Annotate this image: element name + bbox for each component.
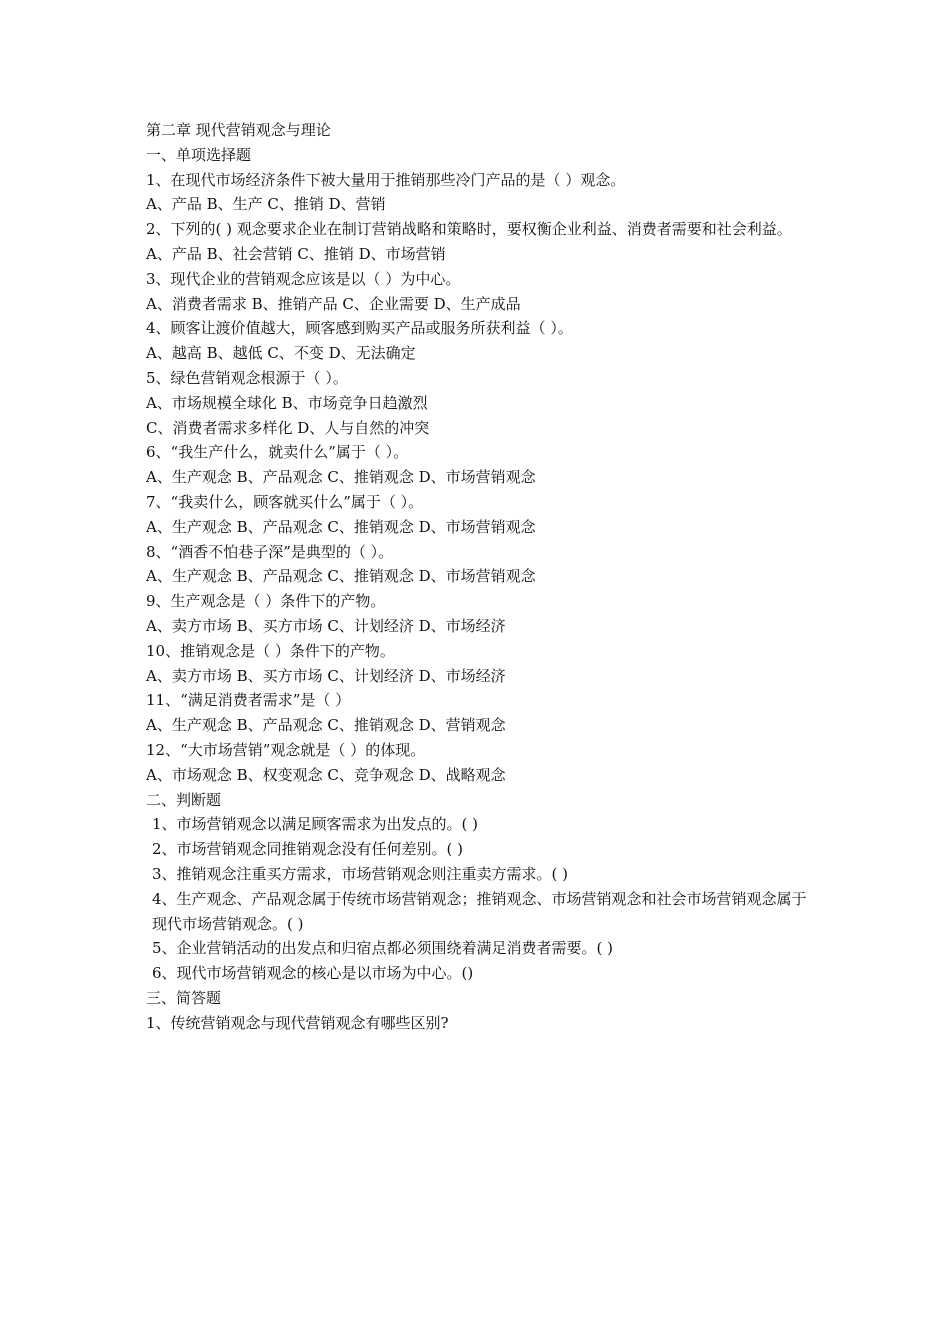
judgement-item-4: 4、生产观念、产品观念属于传统市场营销观念；推销观念、市场营销观念和社会市场营销观念属于现代市场营销观念。( ) [152,889,807,933]
judgement-item-6: 6、现代市场营销观念的核心是以市场为中心。() [152,964,474,983]
question-3: 3、现代企业的营销观念应该是以（ ）为中心。 [146,269,461,288]
section-heading-single-choice: 一、单项选择题 [146,145,252,164]
short-answer-item-1: 1、传统营销观念与现代营销观念有哪些区别? [146,1013,449,1032]
question-8-options: A、生产观念 B、产品观念 C、推销观念 D、市场营销观念 [146,567,536,586]
section-heading-short-answer: 三、简答题 [146,988,222,1007]
document-title: 第二章 现代营销观念与理论 [146,121,331,139]
question-4: 4、顾客让渡价值越大，顾客感到购买产品或服务所获利益（ ）。 [146,319,573,338]
question-1-options: A、产品 B、生产 C、推销 D、营销 [146,195,386,214]
question-12-options: A、市场观念 B、权变观念 C、竞争观念 D、战略观念 [146,765,506,784]
question-5-options-cd: C、消费者需求多样化 D、人与自然的冲突 [146,418,430,437]
question-6-options: A、生产观念 B、产品观念 C、推销观念 D、市场营销观念 [146,468,536,487]
question-2: 2、下列的( ) 观念要求企业在制订营销战略和策略时，要权衡企业利益、消费者需要和社会利益。 [146,220,792,239]
judgement-item-2: 2、市场营销观念同推销观念没有任何差别。( ) [152,840,464,859]
document-page [146,118,816,1035]
judgement-item-3: 3、推销观念注重买方需求，市场营销观念则注重卖方需求。( ) [152,864,569,883]
question-7-options: A、生产观念 B、产品观念 C、推销观念 D、市场营销观念 [146,517,536,536]
judgement-item-1: 1、市场营销观念以满足顾客需求为出发点的。( ) [152,815,479,834]
section-heading-true-false: 二、判断题 [146,790,222,809]
question-1: 1、在现代市场经济条件下被大量用于推销那些冷门产品的是（ ）观念。 [146,170,626,189]
judgement-item-5: 5、企业营销活动的出发点和归宿点都必须围绕着满足消费者需要。( ) [152,939,614,958]
question-8: 8、“酒香不怕巷子深”是典型的（ ）。 [146,542,394,561]
question-5: 5、绿色营销观念根源于（ ）。 [146,368,348,387]
question-11-options: A、生产观念 B、产品观念 C、推销观念 D、营销观念 [146,716,506,735]
question-3-options: A、消费者需求 B、推销产品 C、企业需要 D、生产成品 [146,294,521,313]
question-5-options-ab: A、市场规模全球化 B、市场竞争日趋激烈 [146,393,428,412]
question-10-options: A、卖方市场 B、买方市场 C、计划经济 D、市场经济 [146,666,506,685]
question-9: 9、生产观念是（ ）条件下的产物。 [146,592,386,611]
question-7: 7、“我卖什么，顾客就买什么”属于（ ）。 [146,492,424,511]
question-4-options: A、越高 B、越低 C、不变 D、无法确定 [146,344,416,363]
question-10: 10、推销观念是（ ）条件下的产物。 [146,641,395,660]
question-12: 12、“大市场营销”观念就是（ ）的体现。 [146,740,426,759]
question-2-options: A、产品 B、社会营销 C、推销 D、市场营销 [146,244,446,263]
question-6: 6、“我生产什么，就卖什么”属于（ ）。 [146,443,409,462]
question-9-options: A、卖方市场 B、买方市场 C、计划经济 D、市场经济 [146,616,506,635]
question-11: 11、“满足消费者需求”是（ ） [146,691,351,710]
